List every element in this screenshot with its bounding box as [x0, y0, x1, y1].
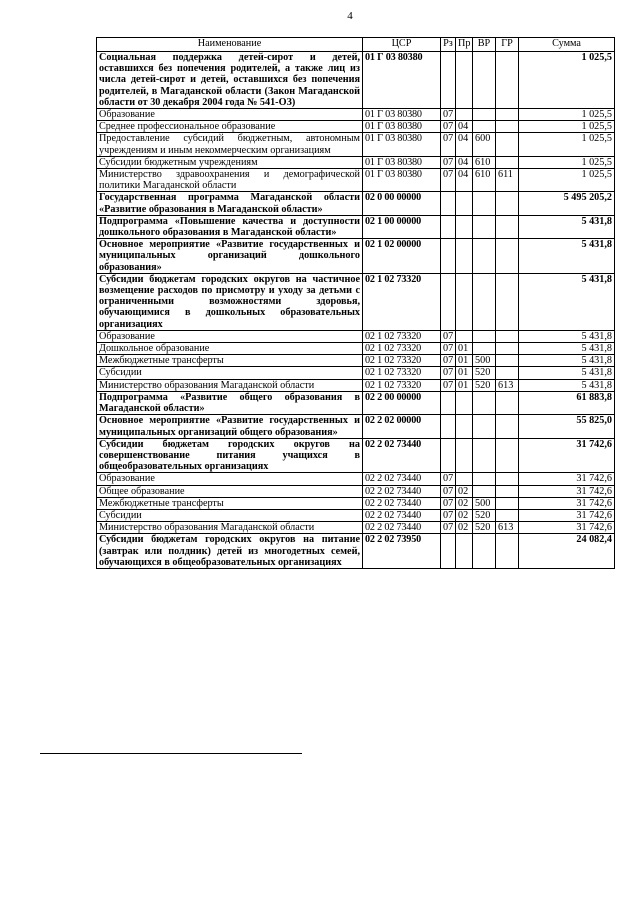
- cell-csr: 02 2 02 73440: [363, 438, 441, 473]
- cell-vr: 500: [473, 497, 496, 509]
- cell-sum: 61 883,8: [519, 391, 615, 414]
- cell-csr: 02 1 00 00000: [363, 215, 441, 238]
- table-row: [97, 156, 615, 168]
- cell-sum: 1 025,5: [519, 169, 615, 192]
- cell-gr: [496, 415, 519, 438]
- cell-gr: [496, 355, 519, 367]
- table-row: [97, 534, 615, 569]
- table-row: [97, 192, 615, 215]
- cell-sum: 31 742,6: [519, 473, 615, 485]
- table-row: [97, 343, 615, 355]
- cell-sum: 5 431,8: [519, 273, 615, 330]
- cell-gr: [496, 133, 519, 156]
- cell-gr: [496, 391, 519, 414]
- cell-csr: 01 Г 03 80380: [363, 52, 441, 109]
- cell-name: Межбюджетные трансферты: [97, 497, 363, 509]
- cell-name: Образование: [97, 330, 363, 342]
- table-row: [97, 473, 615, 485]
- table-row: [97, 497, 615, 509]
- cell-vr: 600: [473, 133, 496, 156]
- cell-name: Субсидии бюджетам городских округов на питание (завтрак или полдник) детей из многодетных семей, обучающихся в общеобразовательных организациях: [97, 534, 363, 569]
- cell-csr: 02 2 02 73950: [363, 534, 441, 569]
- cell-gr: 613: [496, 379, 519, 391]
- cell-rz: [441, 215, 456, 238]
- cell-csr: 02 1 02 73320: [363, 367, 441, 379]
- cell-name: Образование: [97, 473, 363, 485]
- cell-rz: [441, 438, 456, 473]
- cell-pr: [456, 192, 473, 215]
- cell-rz: 07: [441, 355, 456, 367]
- page-number: 4: [347, 10, 353, 22]
- cell-pr: [456, 273, 473, 330]
- footer-divider: [40, 753, 302, 754]
- cell-name: Основное мероприятие «Развитие государственных и муниципальных организаций дошкольного образования»: [97, 239, 363, 274]
- cell-gr: [496, 473, 519, 485]
- cell-gr: [496, 239, 519, 274]
- cell-name: Субсидии бюджетам городских округов на частичное возмещение расходов по присмотру и уходу за детьми с ограниченными возможностями здоровья, обучающимися в дошкольных образовательных организациях: [97, 273, 363, 330]
- cell-vr: 520: [473, 522, 496, 534]
- cell-pr: 02: [456, 509, 473, 521]
- cell-pr: 04: [456, 169, 473, 192]
- cell-pr: 02: [456, 485, 473, 497]
- cell-name: Образование: [97, 109, 363, 121]
- cell-sum: 55 825,0: [519, 415, 615, 438]
- table-row: [97, 215, 615, 238]
- cell-gr: [496, 343, 519, 355]
- cell-sum: 31 742,6: [519, 485, 615, 497]
- cell-name: Министерство здравоохранения и демографической политики Магаданской области: [97, 169, 363, 192]
- cell-vr: [473, 109, 496, 121]
- cell-rz: 07: [441, 367, 456, 379]
- cell-vr: 610: [473, 169, 496, 192]
- cell-sum: 24 082,4: [519, 534, 615, 569]
- cell-gr: [496, 485, 519, 497]
- table-row: [97, 109, 615, 121]
- cell-pr: 01: [456, 379, 473, 391]
- cell-sum: 5 431,8: [519, 367, 615, 379]
- cell-rz: 07: [441, 121, 456, 133]
- cell-csr: 01 Г 03 80380: [363, 133, 441, 156]
- table-row: [97, 121, 615, 133]
- cell-name: Министерство образования Магаданской области: [97, 522, 363, 534]
- cell-rz: [441, 192, 456, 215]
- cell-rz: [441, 415, 456, 438]
- cell-pr: 04: [456, 133, 473, 156]
- cell-rz: [441, 52, 456, 109]
- cell-gr: [496, 156, 519, 168]
- cell-vr: [473, 343, 496, 355]
- budget-table: [96, 37, 615, 569]
- cell-rz: 07: [441, 169, 456, 192]
- header-pr: Пр: [456, 38, 473, 52]
- cell-pr: [456, 239, 473, 274]
- cell-vr: [473, 273, 496, 330]
- cell-csr: 02 1 02 73320: [363, 330, 441, 342]
- cell-csr: 02 2 02 73440: [363, 473, 441, 485]
- cell-csr: 01 Г 03 80380: [363, 156, 441, 168]
- table-row: [97, 133, 615, 156]
- cell-vr: 520: [473, 367, 496, 379]
- cell-pr: 04: [456, 121, 473, 133]
- table-row: [97, 239, 615, 274]
- cell-csr: 02 1 02 73320: [363, 343, 441, 355]
- table-row: [97, 330, 615, 342]
- table-row: [97, 52, 615, 109]
- table-row: [97, 273, 615, 330]
- cell-sum: 5 431,8: [519, 215, 615, 238]
- cell-sum: 31 742,6: [519, 438, 615, 473]
- cell-vr: [473, 534, 496, 569]
- cell-vr: 610: [473, 156, 496, 168]
- cell-vr: [473, 52, 496, 109]
- cell-gr: [496, 438, 519, 473]
- cell-rz: [441, 273, 456, 330]
- cell-gr: 611: [496, 169, 519, 192]
- cell-name: Субсидии: [97, 509, 363, 521]
- cell-name: Субсидии: [97, 367, 363, 379]
- cell-pr: [456, 330, 473, 342]
- cell-sum: 1 025,5: [519, 109, 615, 121]
- cell-rz: [441, 239, 456, 274]
- cell-pr: [456, 438, 473, 473]
- cell-rz: 07: [441, 133, 456, 156]
- cell-name: Общее образование: [97, 485, 363, 497]
- cell-sum: 1 025,5: [519, 52, 615, 109]
- cell-vr: [473, 121, 496, 133]
- cell-vr: [473, 391, 496, 414]
- cell-pr: [456, 473, 473, 485]
- cell-pr: 01: [456, 355, 473, 367]
- cell-rz: [441, 391, 456, 414]
- cell-sum: 5 495 205,2: [519, 192, 615, 215]
- cell-pr: [456, 391, 473, 414]
- cell-vr: 520: [473, 379, 496, 391]
- cell-gr: [496, 192, 519, 215]
- cell-rz: 07: [441, 330, 456, 342]
- header-name: Наименование: [97, 38, 363, 52]
- cell-sum: 1 025,5: [519, 133, 615, 156]
- cell-rz: 07: [441, 379, 456, 391]
- cell-sum: 1 025,5: [519, 156, 615, 168]
- cell-vr: [473, 330, 496, 342]
- cell-vr: [473, 415, 496, 438]
- table-row: [97, 522, 615, 534]
- cell-rz: 07: [441, 473, 456, 485]
- table-header-row: [97, 38, 615, 52]
- cell-rz: 07: [441, 109, 456, 121]
- table-row: [97, 438, 615, 473]
- cell-pr: 01: [456, 343, 473, 355]
- cell-rz: 07: [441, 522, 456, 534]
- cell-vr: [473, 239, 496, 274]
- cell-name: Государственная программа Магаданской области «Развитие образования в Магаданской области»: [97, 192, 363, 215]
- cell-csr: 02 2 00 00000: [363, 391, 441, 414]
- cell-gr: [496, 52, 519, 109]
- cell-pr: 04: [456, 156, 473, 168]
- cell-gr: [496, 497, 519, 509]
- table-row: [97, 355, 615, 367]
- cell-vr: [473, 473, 496, 485]
- cell-name: Дошкольное образование: [97, 343, 363, 355]
- cell-name: Министерство образования Магаданской области: [97, 379, 363, 391]
- cell-name: Подпрограмма «Развитие общего образования в Магаданской области»: [97, 391, 363, 414]
- cell-gr: [496, 121, 519, 133]
- table-row: [97, 391, 615, 414]
- cell-rz: 07: [441, 497, 456, 509]
- cell-gr: [496, 273, 519, 330]
- table-row: [97, 485, 615, 497]
- header-sum: Сумма: [519, 38, 615, 52]
- cell-rz: 07: [441, 343, 456, 355]
- cell-sum: 5 431,8: [519, 330, 615, 342]
- cell-name: Основное мероприятие «Развитие государственных и муниципальных организаций общего образования»: [97, 415, 363, 438]
- cell-pr: [456, 52, 473, 109]
- cell-pr: [456, 109, 473, 121]
- cell-vr: 500: [473, 355, 496, 367]
- cell-vr: [473, 215, 496, 238]
- cell-csr: 02 2 02 73440: [363, 485, 441, 497]
- cell-csr: 02 1 02 73320: [363, 273, 441, 330]
- cell-csr: 02 1 02 00000: [363, 239, 441, 274]
- cell-gr: [496, 534, 519, 569]
- cell-sum: 5 431,8: [519, 355, 615, 367]
- cell-name: Среднее профессиональное образование: [97, 121, 363, 133]
- cell-gr: [496, 509, 519, 521]
- header-rz: Рз: [441, 38, 456, 52]
- cell-csr: 02 0 00 00000: [363, 192, 441, 215]
- header-gr: ГР: [496, 38, 519, 52]
- cell-name: Межбюджетные трансферты: [97, 355, 363, 367]
- cell-name: Субсидии бюджетным учреждениям: [97, 156, 363, 168]
- cell-csr: 01 Г 03 80380: [363, 109, 441, 121]
- cell-sum: 31 742,6: [519, 522, 615, 534]
- cell-gr: [496, 109, 519, 121]
- cell-csr: 02 1 02 73320: [363, 355, 441, 367]
- cell-rz: [441, 534, 456, 569]
- table-row: [97, 509, 615, 521]
- cell-pr: [456, 534, 473, 569]
- cell-pr: [456, 215, 473, 238]
- cell-gr: [496, 330, 519, 342]
- cell-rz: 07: [441, 485, 456, 497]
- cell-sum: 1 025,5: [519, 121, 615, 133]
- cell-sum: 5 431,8: [519, 379, 615, 391]
- cell-csr: 02 2 02 73440: [363, 522, 441, 534]
- table-row: [97, 415, 615, 438]
- cell-sum: 5 431,8: [519, 239, 615, 274]
- cell-vr: [473, 485, 496, 497]
- cell-name: Субсидии бюджетам городских округов на совершенствование питания учащихся в общеобразовательных организациях: [97, 438, 363, 473]
- cell-csr: 01 Г 03 80380: [363, 121, 441, 133]
- cell-rz: 07: [441, 509, 456, 521]
- table-body: [97, 52, 615, 569]
- table-row: [97, 379, 615, 391]
- cell-vr: [473, 438, 496, 473]
- cell-csr: 02 2 02 00000: [363, 415, 441, 438]
- cell-sum: 31 742,6: [519, 509, 615, 521]
- cell-pr: [456, 415, 473, 438]
- cell-csr: 01 Г 03 80380: [363, 169, 441, 192]
- cell-csr: 02 1 02 73320: [363, 379, 441, 391]
- cell-csr: 02 2 02 73440: [363, 509, 441, 521]
- cell-csr: 02 2 02 73440: [363, 497, 441, 509]
- table-row: [97, 367, 615, 379]
- cell-sum: 5 431,8: [519, 343, 615, 355]
- cell-pr: 02: [456, 522, 473, 534]
- cell-gr: 613: [496, 522, 519, 534]
- cell-sum: 31 742,6: [519, 497, 615, 509]
- table-row: [97, 169, 615, 192]
- cell-gr: [496, 367, 519, 379]
- cell-name: Предоставление субсидий бюджетным, автономным учреждениям и иным некоммерческим организациям: [97, 133, 363, 156]
- cell-name: Социальная поддержка детей-сирот и детей, оставшихся без попечения родителей, а также лиц из числа детей-сирот и детей, оставшихся без попечения родителей, в Магаданской области (Закон Магаданской области от 30 декабря 2004 года № 541-ОЗ): [97, 52, 363, 109]
- cell-pr: 01: [456, 367, 473, 379]
- cell-name: Подпрограмма «Повышение качества и доступности дошкольного образования в Магаданской области»: [97, 215, 363, 238]
- cell-rz: 07: [441, 156, 456, 168]
- cell-vr: 520: [473, 509, 496, 521]
- cell-gr: [496, 215, 519, 238]
- header-vr: ВР: [473, 38, 496, 52]
- header-csr: ЦСР: [363, 38, 441, 52]
- cell-vr: [473, 192, 496, 215]
- cell-pr: 02: [456, 497, 473, 509]
